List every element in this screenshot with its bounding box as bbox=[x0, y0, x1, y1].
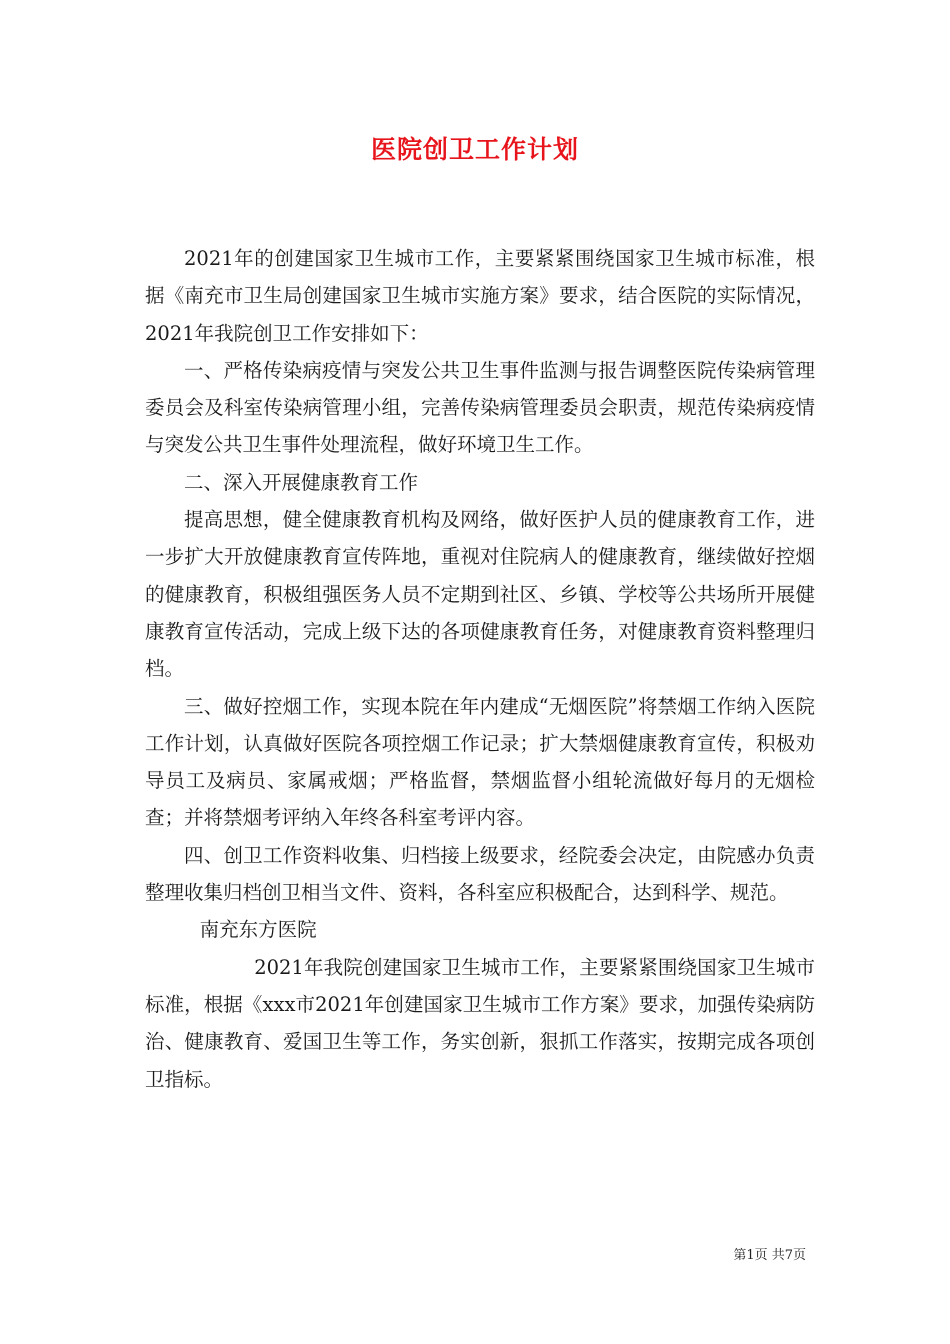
paragraph-section-3: 三、做好控烟工作，实现本院在年内建成“无烟医院”将禁烟工作纳入医院工作计划，认真做好医院各项控烟工作记录；扩大禁烟健康教育宣传，积极劝导员工及病员、家属戒烟；严格监督，禁烟监督小组轮流做好每月的无烟检查；并将禁烟考评纳入年终各科室考评内容。 bbox=[145, 694, 815, 830]
paragraph-section-1: 一、严格传染病疫情与突发公共卫生事件监测与报告调整医院传染病管理委员会及科室传染病管理小组，完善传染病管理委员会职责，规范传染病疫情与突发公共卫生事件处理流程，做好环境卫生工作。 bbox=[145, 358, 815, 457]
paragraph-section-2-body: 提高思想，健全健康教育机构及网络，做好医护人员的健康教育工作，进一步扩大开放健康教育宣传阵地，重视对住院病人的健康教育，继续做好控烟的健康教育，积极组强医务人员不定期到社区、乡镇、学校等公共场所开展健康教育宣传活动，完成上级下达的各项健康教育任务，对健康教育资料整理归档。 bbox=[145, 508, 815, 681]
paragraph-section-4: 四、创卫工作资料收集、归档接上级要求，经院委会决定，由院感办负责整理收集归档创卫相当文件、资料，各科室应积极配合，达到科学、规范。 bbox=[145, 843, 815, 905]
document-title: 医院创卫工作计划 bbox=[370, 135, 579, 164]
signature-hospital-name: 南充东方医院 bbox=[199, 918, 317, 942]
paragraph-section-2-heading: 二、深入开展健康教育工作 bbox=[184, 470, 419, 494]
paragraph-closing: 2021年我院创建国家卫生城市工作，主要紧紧围绕国家卫生城市标准，根据《xxx市2021年创建国家卫生城市工作方案》要求，加强传染病防治、健康教育、爱国卫生等工作，务实创新，狠抓工作落实，按期完成各项创卫指标。 bbox=[145, 955, 815, 1091]
document-body bbox=[145, 240, 815, 1098]
paragraph-intro: 2021年的创建国家卫生城市工作，主要紧紧围绕国家卫生城市标准，根据《南充市卫生局创建国家卫生城市实施方案》要求，结合医院的实际情况，2021年我院创卫工作安排如下： bbox=[145, 247, 815, 345]
page-number-footer: 第1页 共7页 bbox=[733, 1248, 806, 1263]
